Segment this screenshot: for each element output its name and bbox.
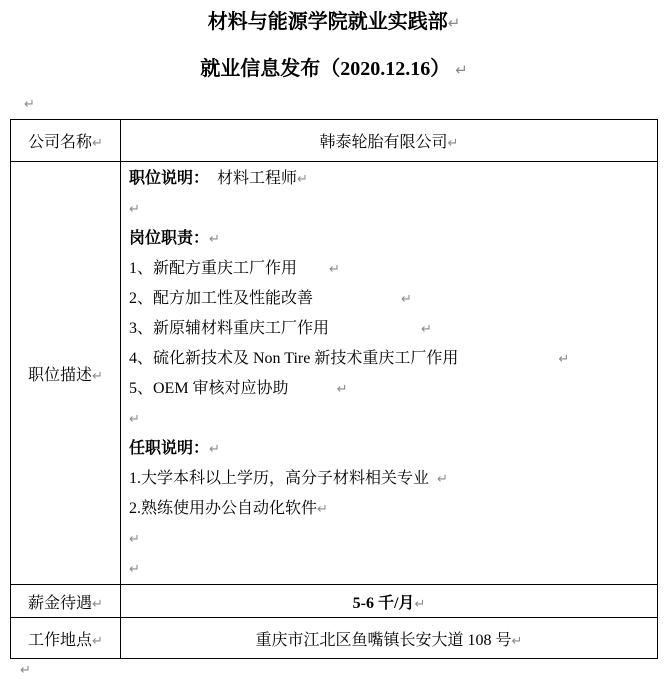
line-text: 4、硫化新技术及 Non Tire 新技术重庆工厂作用 (129, 350, 559, 367)
pilcrow-icon: ↵ (92, 136, 103, 151)
pilcrow-icon: ↵ (447, 136, 459, 151)
pilcrow-icon: ↵ (92, 368, 103, 384)
description-line (129, 554, 653, 584)
line-text: 1.大学本科以上学历，高分子材料相关专业 (129, 470, 438, 487)
table-row-company (11, 120, 658, 162)
company-name-value: 韩泰轮胎有限公司 (319, 134, 448, 151)
page-title (0, 8, 668, 37)
pilcrow-icon: ↵ (129, 412, 140, 427)
line-text: 1、新配方重庆工厂作用 (129, 260, 330, 277)
pilcrow-icon: ↵ (24, 97, 35, 112)
line-text: 5、OEM 审核对应协助 (129, 380, 337, 397)
description-line (129, 164, 653, 194)
pilcrow-icon: ↵ (129, 562, 140, 577)
work-location-label-cell (11, 618, 121, 659)
pilcrow-icon: ↵ (20, 663, 31, 678)
description-line (129, 314, 653, 344)
line-text: 3、新原辅材料重庆工厂作用 (129, 320, 422, 337)
job-description-label: 职位描述 (28, 366, 93, 384)
salary-label-cell (11, 585, 121, 618)
line-text: 2.熟练使用办公自动化软件 (129, 500, 318, 517)
table-row-work-location (11, 618, 658, 659)
line-text: 2、配方加工性及性能改善 (129, 290, 402, 307)
line-bold-text: 职位说明： (129, 170, 210, 187)
job-description-cell (121, 162, 658, 585)
pilcrow-icon: ↵ (421, 322, 432, 337)
salary-value: 5-6 千/月 (352, 594, 415, 612)
empty-paragraph-mark (24, 96, 668, 112)
pilcrow-icon: ↵ (329, 262, 340, 277)
work-location-value: 重庆市江北区鱼嘴镇长安大道 108 号 (255, 631, 512, 649)
description-line (129, 374, 653, 404)
pilcrow-icon: ↵ (447, 14, 461, 32)
job-description-label-cell (11, 162, 121, 585)
pilcrow-icon: ↵ (414, 596, 426, 612)
pilcrow-icon: ↵ (317, 502, 328, 517)
salary-value-cell (121, 585, 658, 618)
work-location-label: 工作地点 (28, 631, 93, 649)
pilcrow-icon: ↵ (297, 172, 308, 187)
pilcrow-icon: ↵ (209, 442, 220, 457)
pilcrow-icon: ↵ (401, 292, 412, 307)
page-subtitle (0, 55, 668, 84)
pilcrow-icon: ↵ (129, 202, 140, 217)
pilcrow-icon: ↵ (455, 61, 468, 79)
description-line (129, 494, 653, 524)
description-line (129, 344, 653, 374)
company-name-label-cell (11, 120, 121, 162)
description-line (129, 194, 653, 224)
line-bold-text: 岗位职责： (129, 230, 210, 247)
pilcrow-icon: ↵ (558, 352, 570, 367)
page-title-text: 材料与能源学院就业实践部 (207, 11, 448, 33)
pilcrow-icon: ↵ (511, 633, 523, 649)
description-line (129, 464, 653, 494)
line-text: 材料工程师 (209, 170, 298, 187)
description-line (129, 254, 653, 284)
table-row-salary (11, 585, 658, 618)
company-name-label: 公司名称 (28, 134, 93, 151)
pilcrow-icon: ↵ (437, 472, 448, 487)
description-line (129, 224, 653, 254)
empty-paragraph-mark (20, 662, 668, 679)
pilcrow-icon: ↵ (92, 633, 103, 649)
page-subtitle-text: 就业信息发布（2020.12.16） (200, 58, 456, 80)
work-location-value-cell (121, 618, 658, 659)
company-name-value-cell (121, 120, 658, 162)
description-line (129, 434, 653, 464)
table-row-job-description (11, 162, 658, 585)
description-line (129, 404, 653, 434)
description-line (129, 284, 653, 314)
pilcrow-icon: ↵ (92, 596, 103, 612)
job-info-table (10, 119, 658, 659)
pilcrow-icon: ↵ (209, 232, 220, 247)
line-bold-text: 任职说明： (129, 440, 210, 457)
pilcrow-icon: ↵ (336, 382, 348, 397)
salary-label: 薪金待遇 (28, 594, 93, 612)
pilcrow-icon: ↵ (129, 532, 140, 547)
description-line (129, 524, 653, 554)
